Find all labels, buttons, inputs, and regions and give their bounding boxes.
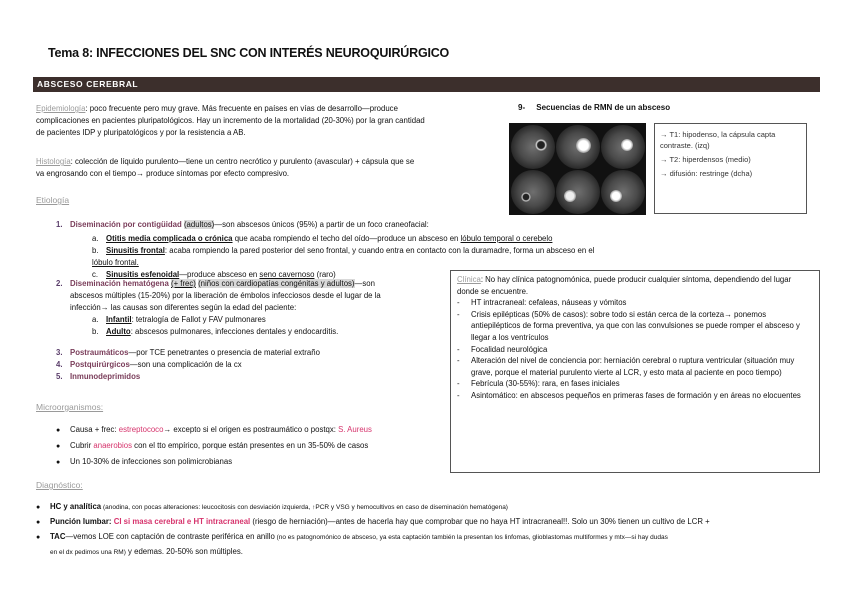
list-item: - Focalidad neurológica: [457, 344, 548, 354]
etiologia-item-4: 4. Postquirúrgicos—son una complicación de la cx: [56, 360, 242, 369]
list-item: ● HC y analítica (anodina, con pocas alteraciones: leucocitosis con desviación izquierda, ↑PCR y VSG y hemocultivos en caso de diseminación hematógena): [36, 502, 508, 511]
list-item: - Asintomático: en abscesos pequeños en primeras fases de formación y en áreas no elocuentes: [457, 390, 801, 400]
list-item: ● Punción lumbar: CI si masa cerebral e HT intracraneal (riesgo de herniación)—antes de hacerla hay que comprobar que no haya HT intracraneal!!. Solo un 30% tienen un cultivo de LCR +: [36, 517, 710, 526]
legend-item-t1: → T1: hipodenso, la cápsula capta contraste. (izq): [660, 130, 776, 150]
mri-t1-axial-2: [511, 170, 555, 214]
list-item: ● Cubrir anaerobios con el tto empírico, porque están presentes en un 35-50% de casos: [56, 441, 369, 450]
epidemiologia-label: Epidemiología: [36, 104, 86, 113]
etiologia-label: Etiología: [36, 195, 70, 205]
list-item: ● TAC—vemos LOE con captación de contraste periférica en anillo (no es patognomónico de absceso, ya esta captación también la presentan los linfomas, glioblastomas multiformes y mtx—si hay dudas: [36, 532, 668, 541]
figure-title: 9- Secuencias de RMN de un absceso: [518, 103, 671, 112]
legend-item-dwi: → difusión: restringe (dcha): [660, 169, 753, 178]
etiologia-items-3-5: [56, 347, 446, 383]
list-item: ● Un 10-30% de infecciones son polimicrobianas: [56, 457, 233, 466]
etiologia-item-2: 2. Diseminación hematógena (+ frec) (niños con cardiopatías congénitas y adultos)—son abscesos múltiples (15-20%) por la liberación de émbolos infecciosos desde el lugar de la infección→ las causas son diferentes según la edad del paciente: a. Infantil: tetralogía de Fallot y FAV pulmonares b. Adulto: abscesos pulmonares, infecciones dentales y endocarditis.: [56, 279, 381, 336]
page-title: Tema 8: INFECCIONES DEL SNC CON INTERÉS NEUROQUIRÚRGICO: [48, 46, 450, 60]
mri-t2-axial-2: [556, 170, 600, 214]
legend-item-t2: → T2: hiperdensos (medio): [660, 155, 751, 164]
etiologia-item-5: 5. Inmunodeprimidos: [56, 372, 141, 381]
list-item: - Crisis epilépticas (50% de casos): sobre todo si están cerca de la corteza→ ponemos antiepilépticos de forma preventiva, ya que con las convulsiones se puede romper el absceso y llegar a los ventrículos: [457, 309, 800, 342]
list-item: - Febrícula (30-55%): rara, en fases iniciales: [457, 379, 620, 389]
clinica-box: Clínica: No hay clínica patognomónica, puede producir cualquier síntoma, dependiendo del lugar donde se encuentre. - HT intracraneal: cefaleas, náuseas y vómitos - Crisis epilépticas (50% de casos): sobre todo si están cerca de la corteza→ ponemos antiepilépticos de forma preventiva, ya que con las convulsiones se puede romper el absceso y llegar a los ventrículos - Focalidad neurológica - Alteración del nivel de conciencia por: herniación cerebral o ruptura ventricular (situación muy grave, porque el material purulento vierte al LCR, y esto mata al paciente en poco tiempo) - Febrícula (30-55%): rara, en fases iniciales - Asintomático: en abscesos pequeños en primeras fases de formación y en áreas no elocuentes: [450, 270, 820, 473]
mri-t2-axial: [556, 125, 600, 169]
etiologia-item-3: 3. Postraumáticos—por TCE penetrantes o presencia de material extraño: [56, 348, 320, 357]
mri-dwi-axial: [601, 125, 645, 169]
epidemiologia-paragraph: Epidemiología: poco frecuente pero muy grave. Más frecuente en países en vías de desarrollo—produce complicaciones en pacientes pluripatológicos. Hay un incremento de la mortalidad (20-30%) por la gran cantidad de pacientes IDP y pluripatológicos y por la resistencia a AB.: [36, 104, 425, 137]
etiologia-item-1: 1. Diseminación por contigüidad (adultos)—son abscesos únicos (95%) a partir de un foco craneofacial: a. Otitis media complicada o crónica que acaba rompiendo el techo del oído—produce un absceso en lóbulo temporal o cerebelo b. Sinusitis frontal: acaba rompiendo la pared posterior del seno frontal, y cuando entra en contacto con la duramadre, forma un absceso en el lóbulo frontal. c. Sinusitis esfenoidal—produce absceso en seno cavernoso (raro): [56, 220, 595, 279]
figure-legend: [654, 123, 807, 214]
histologia-label: Histología: [36, 157, 71, 166]
clinica-label: Clínica: [457, 275, 481, 284]
microorganismos-label: Microorganismos:: [36, 402, 104, 412]
histologia-paragraph: Histología: colección de líquido purulento—tiene un centro necrótico y purulento (avascular) + cápsula que se va engrosando con el tiempo→ produce síntomas por efecto compresivo.: [36, 157, 415, 178]
diagnostico-label: Diagnóstico:: [36, 480, 83, 490]
mri-image: [509, 123, 646, 215]
microorganismos-list: [56, 422, 456, 470]
diagnostico-list: ● HC y analítica (anodina, con pocas alteraciones: leucocitosis con desviación izquierda, ↑PCR y VSG y hemocultivos en caso de diseminación hematógena) ● Punción lumbar: CI si masa cerebral e HT intracraneal (riesgo de herniación)—antes de hacerla hay que comprobar que no haya HT intracraneal!!. Solo un 30% tienen un cultivo de LCR + ● TAC—vemos LOE con captación de contraste periférica en anillo (no es patognomónico de absceso, ya esta captación también la presentan los linfomas, glioblastomas multiformes y mtx—si hay dudas en el dx pedimos una RM) y edemas. 20-50% son múltiples.: [36, 500, 826, 560]
list-item: - Alteración del nivel de conciencia por: herniación cerebral o ruptura ventricular (situación muy grave, porque el material purulento vierte al LCR, y esto mata al paciente en poco tiempo): [457, 356, 795, 377]
section-banner: ABSCESO CEREBRAL: [33, 77, 820, 92]
mri-dwi-axial-2: [601, 170, 645, 214]
list-item: ● Causa + frec: estreptococo→ excepto si el origen es postraumático o postqx: S. Aureus: [56, 425, 372, 434]
mri-t1-axial: [511, 125, 555, 169]
list-item: - HT intracraneal: cefaleas, náuseas y vómitos: [457, 298, 627, 308]
